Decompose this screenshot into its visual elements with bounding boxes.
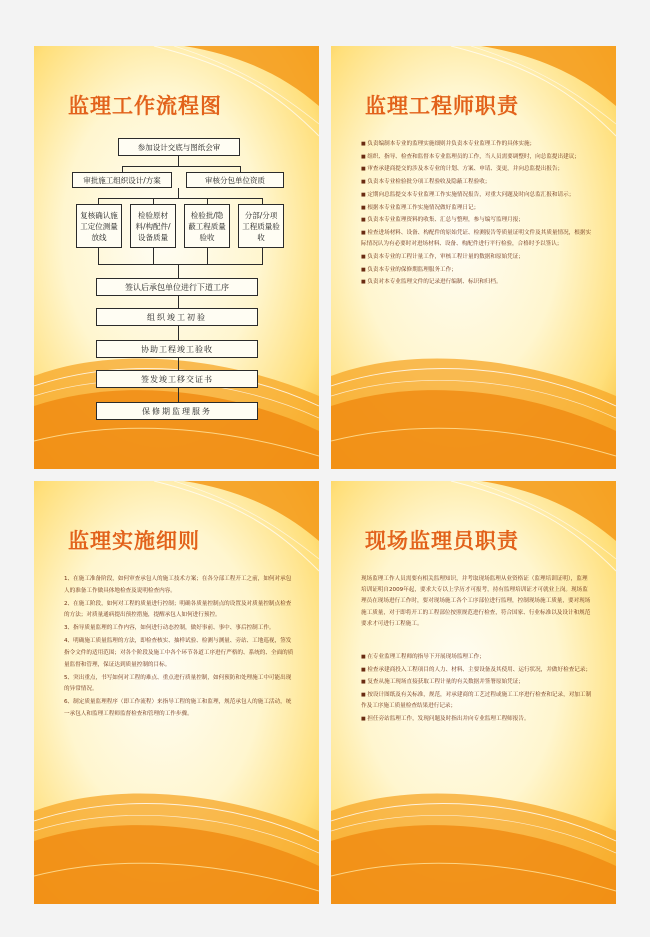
connector xyxy=(98,264,263,265)
list-item: ■ 检查进场材料、设备、构配件的原始凭证、检测报告等质量证明文件及其质量情况，根据实际情况认为有必要时对进场材料、设备、构配件进行平行检验，合格时予以签认； xyxy=(361,228,592,250)
list-item: ■ 担任旁站监理工作，发现问题及时指出并向专业监理工程师报告。 xyxy=(361,714,592,725)
list-item: ■ 负责本专业检验批分项工程验收及隐蔽工程验收； xyxy=(361,177,592,188)
flow-box-survey: 复核确认施工定位测量放线 xyxy=(76,204,122,248)
connector xyxy=(178,358,179,370)
intro-paragraph: 现场监理工作人员需要有相关监理知识，并考取现场监理从业资格证（监理培训证明），监理培训证明自2009年起，要求大专以上学历才可报考，持有监理培训证才可就业上岗。现场监理员在现场进行工作时，要对现场施工各个工序部位进行监理，控制现场施工质量，要对现场施工质量，对于即将开工的工程部位按照规范进行检查，符合国家、行业标准以及设计和规范要求才可进行工程施工。 xyxy=(361,576,591,627)
connector xyxy=(122,166,240,167)
connector xyxy=(153,248,154,264)
flow-step-warranty-service: 保修期监理服务 xyxy=(96,402,258,420)
list-item: 6、制定质量监理程序（即工作流程）来指导工程的施工和监理，规范承包人的施工活动，统一承包人和监理工程师监督检查和管理的工作步骤。 xyxy=(64,699,292,718)
connector xyxy=(178,156,179,166)
list-item: 2、在施工阶段，如何对工程的质量进行控制；明确各质量控制点的设置及对质量控制点检查的方法；对质量通病提出预控措施，提醒承包人如何进行预控。 xyxy=(64,600,292,619)
flow-box-design-review: 参加设计交底与图纸会审 xyxy=(118,138,240,156)
site-duty-text xyxy=(361,574,592,727)
connector xyxy=(178,388,179,402)
flow-box-materials: 检验原材料/构配件/设备质量 xyxy=(130,204,176,248)
flow-box-construction-plan: 审批施工组织设计/方案 xyxy=(72,172,172,188)
list-item: ■ 组织、指导、检查和监督本专业监理员的工作，当人员需要调整时，向总监提出建议； xyxy=(361,152,592,163)
rules-list xyxy=(64,574,295,722)
connector xyxy=(207,248,208,264)
list-item: ■ 按设计图纸及有关标准，规范，对承建商的工艺过程或施工工序进行检查和记录，对加工制作及工序施工质量检查结果进行记录； xyxy=(361,690,592,712)
connector xyxy=(178,296,179,308)
duty-list xyxy=(361,139,592,290)
list-item: ■ 负责对本专业监理文件的记录进行编制、标识和归档。 xyxy=(361,277,592,288)
panel-implementation-rules xyxy=(34,481,319,904)
panel-title: 监理实施细则 xyxy=(68,528,200,553)
connector xyxy=(98,198,263,199)
panel-flowchart xyxy=(34,46,319,469)
list-item: ■ 负责本专业的保修期监理服务工作； xyxy=(361,265,592,276)
panel-site-supervisor-duties xyxy=(331,481,616,904)
panel-engineer-duties xyxy=(331,46,616,469)
list-item: ■ 复查从施工现场直接获取工程计量的有关数据并签署原始凭证； xyxy=(361,677,592,688)
list-item: ■ 负责编制本专业的监理实施细则并负责本专业监理工作的具体实施； xyxy=(361,139,592,150)
flow-box-inspection-lot: 检验批/隐蔽工程质量验收 xyxy=(184,204,230,248)
connector xyxy=(98,248,99,264)
list-item: ■ 根据本专业监理工作实施情况做好监理日记； xyxy=(361,203,592,214)
flow-step-completion-acceptance: 协助工程竣工验收 xyxy=(96,340,258,358)
list-item: 1、在施工准备阶段，如何审查承包人的施工技术方案；在各分部工程开工之前，如何对承包人的准备工作做具体地检查及说明检查内容。 xyxy=(64,576,292,594)
panel-title: 监理工程师职责 xyxy=(365,93,519,118)
panel-title: 监理工作流程图 xyxy=(68,93,222,118)
flow-step-handover-certificate: 签发竣工移交证书 xyxy=(96,370,258,388)
list-item: ■ 负责本专业监理资料的收集、汇总与整理，参与编写监理月报； xyxy=(361,215,592,226)
connector xyxy=(178,188,179,198)
connector xyxy=(178,264,179,278)
flow-box-subcontractor: 审核分包单位资质 xyxy=(186,172,284,188)
list-item: ■ 定期向总监提交本专业监理工作实施情况报告，对重大问题及时向总监汇报和请示； xyxy=(361,190,592,201)
list-item: ■ 负责本专业的工程计量工作，审核工程计量的数据和原始凭证； xyxy=(361,252,592,263)
connector xyxy=(262,248,263,264)
connector xyxy=(178,326,179,340)
list-item: 3、指导质量监理的工作内容，如何进行动态控制，做好事前、事中、事后控制工作。 xyxy=(64,625,275,632)
flow-step-next-process: 签认后承包单位进行下道工序 xyxy=(96,278,258,296)
list-item: ■ 在专业监理工程师的指导下开展现场监理工作； xyxy=(361,652,592,663)
list-item: ■ 检查承建商投入工程项目的人力、材料、主要设备及其使用、运行状况，并做好检查记录； xyxy=(361,665,592,676)
flow-box-subdivision: 分部/分项工程质量验收 xyxy=(238,204,284,248)
list-item: ■ 审查承建商提交的涉及本专业的计划、方案、申请、变更，并向总监提出报告； xyxy=(361,164,592,175)
list-item: 5、突出重点，书写如何对工程的难点、重点进行质量控制，如何预防和处理施工中可能出现的异常情况。 xyxy=(64,674,292,693)
panel-title: 现场监理员职责 xyxy=(365,528,519,553)
list-item: 4、明确施工质量监理的方法，即检查核实、抽样试验、检测与测量、旁站、工地巡视，签发指令文件的适用范围；对各个阶段及施工中各个环节各道工序进行严格的、系统的、全面的质量监督和管理，保证达到质量控制的目标。 xyxy=(64,638,294,668)
flow-step-preliminary-acceptance: 组织竣工初验 xyxy=(96,308,258,326)
